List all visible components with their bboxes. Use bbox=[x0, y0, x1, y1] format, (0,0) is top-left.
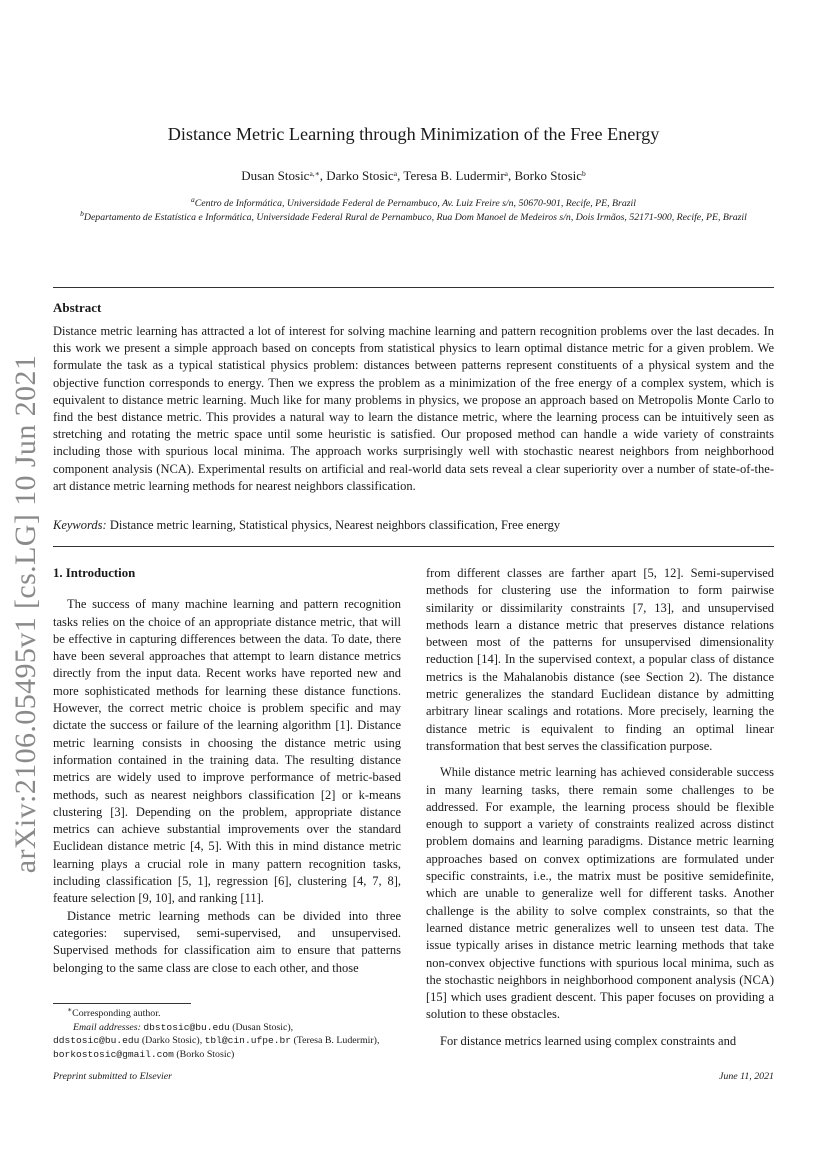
email-link[interactable]: dbstosic@bu.edu bbox=[143, 1021, 230, 1033]
section-heading-introduction: 1. Introduction bbox=[53, 566, 136, 580]
body-paragraph: Distance metric learning methods can be divided into three categories: supervised, semi-supervised, and unsupervised. Supervised methods for classification aim to ensure that patterns belonging to the same class are close to each other, and those bbox=[53, 908, 401, 975]
footer-preprint-note: Preprint submitted to Elsevier bbox=[53, 1071, 172, 1082]
email-link[interactable]: ddstosic@bu.edu bbox=[53, 1035, 140, 1046]
left-column bbox=[53, 565, 401, 977]
author: Teresa B. Ludermir$^a$, bbox=[403, 168, 515, 183]
email-addresses: Email addresses: dbstosic@bu.edu (Dusan Stosic), bbox=[73, 1021, 294, 1033]
body-paragraph: from different classes are farther apart [5, 12]. Semi-supervised methods for clustering use the information to form pairwise similarity or dissimilarity constraints [7, 13], and unsupervised methods learn a distance metric that preserves distance relations between most of the patterns for unsupervised dimensionality reduction [14]. In the supervised context, a popular class of distance metrics is the Mahalanobis distance (see Section 2). The distance metric generalizes the standard Euclidean distance by admitting arbitrary linear scalings and rotations. More precisely, learning the distance metric is equivalent to finding an optimal linear transformation that best serves the classification purpose. bbox=[426, 566, 774, 753]
author: Dusan Stosic$^{a,∗}$, bbox=[241, 168, 327, 183]
abstract-top-rule bbox=[53, 287, 774, 288]
affiliations bbox=[53, 197, 774, 224]
body-paragraph: For distance metrics learned using complex constraints and bbox=[440, 1033, 737, 1048]
affiliation-a: $^a$Centro de Informática, Universidade Federal de Pernambuco, Av. Luiz Freire s/n, 50670-901, Recife, PE, Brazil bbox=[191, 195, 636, 209]
abstract-bottom-rule bbox=[53, 546, 774, 547]
body-paragraph: The success of many machine learning and pattern recognition tasks relies on the choice of an appropriate distance metric, that will be effective in capturing differences between the data. To date, there have been several approaches that attempt to learn distance metrics directly from the input data. Recent works have reported new and more sophisticated methods for learning these distance functions. However, the correct metric choice is problem specific and may dictate the success or failure of the learning algorithm [1]. Distance metric learning consists in choosing the distance metric using information contained in the training data. The resulting distance metrics are widely used to improve performance of metric-based methods, such as nearest neighbors classification [2] or k-means clustering [3]. Depending on the problem, appropriate distance metrics can achieve substantial improvements over the standard Euclidean distance metric [4, 5]. With this in mind distance metric learning plays a crucial role in many pattern recognition tasks, including classification [5, 1], regression [6], clustering [4, 7, 8], feature selection [9, 10], and ranking [11]. bbox=[53, 597, 401, 906]
footer-date: June 11, 2021 bbox=[719, 1071, 774, 1082]
author: Borko Stosic$^b$ bbox=[514, 168, 586, 183]
body-paragraph: While distance metric learning has achieved considerable success in many learning tasks, there remain some challenges to be addressed. For example, the learning process should be flexible enough to support a variety of constraints realized across distinct problem domains and learning paradigms. Distance metric learning approaches based on convex optimizations are formulated under specific constraints, i.e., the matrix must be positive semidefinite, which are unable to generalize well for different tasks. Another challenge is the ability to solve complex constraints, so that the learned distance metric generalizes well to unseen test data. The issue typically arises in distance metric learning methods that take non-convex objective functions with spurious local minima, such as the stochastic neighbors in neighborhood component analysis (NCA) [15] which uses gradient descent. This paper focuses on providing a solution to these obstacles. bbox=[426, 765, 774, 1022]
keywords-text: Distance metric learning, Statistical physics, Nearest neighbors classification, Free energy bbox=[109, 518, 561, 532]
author-list bbox=[53, 167, 774, 185]
author: Darko Stosic$^a$, bbox=[326, 168, 404, 183]
email-addresses-cont: ddstosic@bu.edu (Darko Stosic), tbl@cin.ufpe.br (Teresa B. Ludermir), bbox=[53, 1035, 380, 1046]
email-link[interactable]: borkostosic@gmail.com bbox=[53, 1048, 174, 1060]
arxiv-identifier-stamp: arXiv:2106.05495v1 [cs.LG] 10 Jun 2021 bbox=[9, 354, 42, 874]
abstract-heading: Abstract bbox=[53, 300, 102, 315]
corresponding-author-note: ∗Corresponding author. bbox=[67, 1005, 161, 1019]
keywords-label: Keywords: bbox=[53, 518, 107, 532]
right-column bbox=[426, 565, 774, 1050]
footnotes bbox=[53, 1007, 403, 1061]
paper-title: Distance Metric Learning through Minimization of the Free Energy bbox=[167, 124, 660, 144]
email-addresses-cont: borkostosic@gmail.com (Borko Stosic) bbox=[53, 1048, 235, 1060]
affiliation-b: $^b$Departamento de Estatística e Informática, Universidade Federal Rural de Pernambuco, Rua Dom Manoel de Medeiros s/n, Dois Irmãos, 52171-900, Recife, PE, Brazil bbox=[80, 208, 747, 223]
abstract-text: Distance metric learning has attracted a lot of interest for solving machine learning and pattern recognition problems over the last decades. In this work we present a simple approach based on concepts from statistical physics to learn optimal distance metric for a given problem. We formulate the task as a typical statistical physics problem: distances between patterns represent constituents of a physical system and the objective function corresponds to energy. Then we express the problem as a minimization of the free energy of a complex system, which is equivalent to distance metric learning. Much like for many problems in physics, we propose an approach based on Metropolis Monte Carlo to find the best distance metric. This provides a natural way to learn the distance metric, where the learning process can be intuitively seen as stretching and rotating the metric space until some heuristic is satisfied. Our proposed method can handle a wide variety of constraints including those with spurious local minima. The approach works surprisingly well with stochastic nearest neighbors from neighborhood component analysis (NCA). Experimental results on artificial and real-world data sets reveal a clear superiority over a number of state-of-the-art distance metric learning methods for nearest neighbors classification. bbox=[53, 324, 774, 493]
footnote-rule bbox=[53, 1003, 191, 1004]
email-link[interactable]: tbl@cin.ufpe.br bbox=[204, 1035, 291, 1046]
keywords bbox=[53, 517, 774, 534]
